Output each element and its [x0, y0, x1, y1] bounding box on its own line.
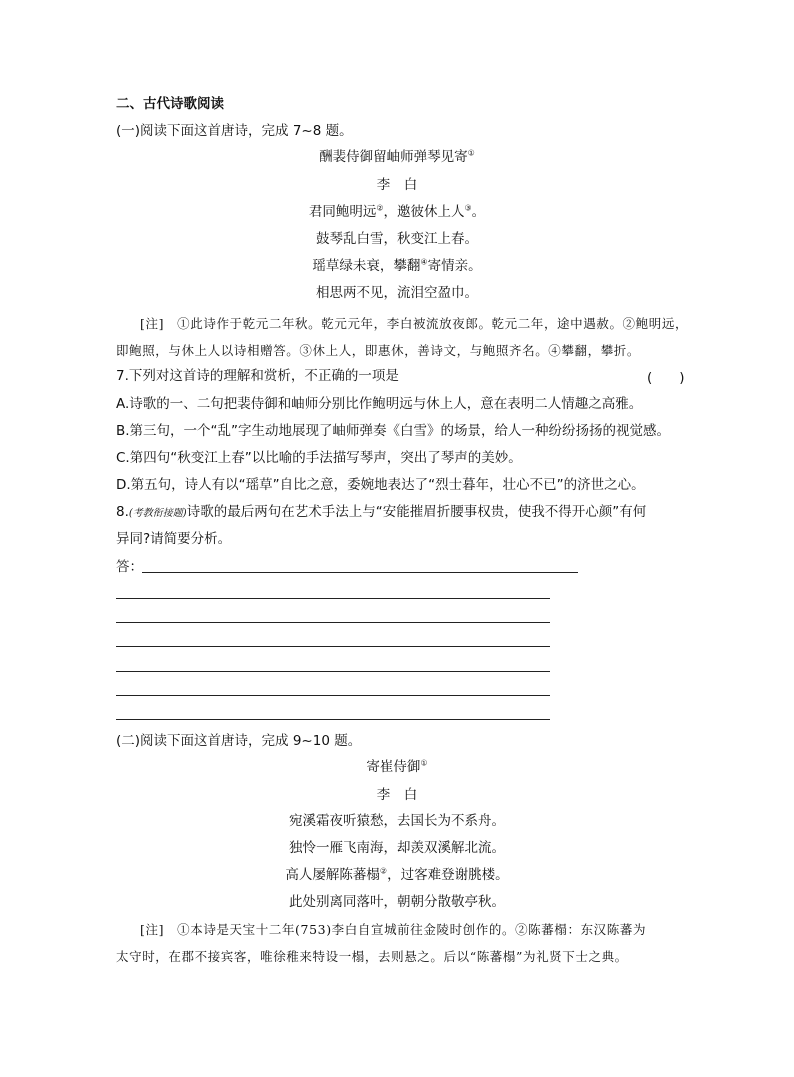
- poem2-title: [0, 757, 794, 777]
- poem2-line-3-text-b: ，过客难登谢朓楼。: [387, 867, 509, 883]
- poem1-line-1: [0, 202, 794, 222]
- answer-line-5[interactable]: [116, 671, 550, 672]
- poem1-line-3-text-a: 瑶草绿未衰，攀翻: [312, 258, 421, 274]
- poem2-line-1: 宛溪霜夜听猿愁，去国长为不系舟。: [289, 813, 505, 829]
- q8-answer-label: 答：: [116, 559, 143, 575]
- poem2-footnote-mark-2: ②: [379, 866, 388, 876]
- poem1-line-3: [0, 256, 794, 276]
- poem1-title: [0, 147, 794, 167]
- q8-stem-text: 诗歌的最后两句在艺术手法上与“安能摧眉折腰事权贵，使我不得开心颜”有何: [186, 504, 647, 520]
- q7-option-a: A.诗歌的一、二句把裴侍御和岫师分别比作鲍明远与休上人，意在表明二人情趣之高雅。: [116, 396, 643, 412]
- q7-option-d: D.第五句，诗人有以“瑶草”自比之意，委婉地表达了“烈士暮年，壮心不已”的济世之心。: [116, 477, 645, 493]
- poem1-note-line-1: [注] ①此诗作于乾元二年秋。乾元元年，李白被流放夜郎。乾元二年，途中遇赦。②鲍明远，: [140, 316, 689, 331]
- poem1-line-1-text-a: 君同鲍明远: [308, 204, 377, 220]
- q7-option-b: B.第三句，一个“乱”字生动地展现了岫师弹奏《白雪》的场景，给人一种纷纷扬扬的视觉感。: [116, 423, 671, 439]
- answer-line-1[interactable]: [142, 572, 578, 573]
- poem2-note-line-2: 太守时，在郡不接宾客，唯徐稚来特设一榻，去则悬之。后以“陈蕃榻”为礼贤下士之典。: [116, 949, 628, 964]
- poem2-author: 李 白: [376, 787, 418, 803]
- answer-line-4[interactable]: [116, 646, 550, 647]
- answer-line-6[interactable]: [116, 695, 550, 696]
- answer-line-2[interactable]: [116, 598, 550, 599]
- poem1-line-3-text-b: 寄情亲。: [427, 258, 482, 274]
- q8-stem-line-2: 异同?请简要分析。: [116, 531, 232, 547]
- q7-option-c: C.第四句“秋变江上春”以比喻的手法描写琴声，突出了琴声的美妙。: [116, 450, 522, 466]
- poem2-line-3-text-a: 高人屡解陈蕃榻: [285, 867, 380, 883]
- poem2-line-4: 此处别离同落叶，朝朝分散敬亭秋。: [289, 894, 505, 910]
- poem1-line-1-text-b: ，邀彼休上人: [383, 204, 465, 220]
- poem1-title-text: 酬裴侍御留岫师弹琴见寄: [319, 149, 468, 165]
- poem1-title-footnote-mark: ①: [467, 148, 475, 158]
- poem1-line-1-text-c: 。: [471, 204, 486, 220]
- poem1-note-line-2: 即鲍照，与休上人以诗相赠答。③休上人，即惠休，善诗文，与鲍照齐名。④攀翻，攀折。: [116, 343, 641, 358]
- poem2-note-line-1: [注] ①本诗是天宝十二年(753)李白自宣城前往金陵时创作的。②陈蕃榻：东汉陈蕃为: [140, 922, 647, 937]
- poem1-line-2: 鼓琴乱白雪，秋变江上春。: [316, 231, 478, 247]
- part2-intro: (二)阅读下面这首唐诗，完成 9~10 题。: [116, 733, 362, 749]
- poem2-title-text: 寄崔侍御: [366, 759, 421, 775]
- q7-answer-blank[interactable]: ( ): [647, 370, 685, 386]
- poem2-line-3: [0, 865, 794, 885]
- poem1-author: 李 白: [376, 177, 418, 193]
- poem1-footnote-mark-4: ④: [420, 257, 428, 267]
- answer-line-7[interactable]: [116, 719, 550, 720]
- poem2-title-footnote-mark: ①: [420, 758, 428, 768]
- answer-line-3[interactable]: [116, 622, 550, 623]
- q8-stem-line-1: [116, 502, 646, 524]
- q8-number: 8.: [116, 504, 129, 520]
- poem2-line-2: 独怜一雁飞南海，却羡双溪解北流。: [289, 840, 505, 856]
- part1-intro: (一)阅读下面这首唐诗，完成 7~8 题。: [116, 123, 353, 139]
- poem1-footnote-mark-2: ②: [376, 203, 384, 213]
- poem1-footnote-mark-3: ③: [464, 203, 472, 213]
- poem1-line-4: 相思两不见，流泪空盈巾。: [316, 285, 478, 301]
- q8-tag: (考教衔接题): [128, 508, 187, 519]
- section-title: 二、古代诗歌阅读: [116, 96, 224, 112]
- q7-stem: 7.下列对这首诗的理解和赏析，不正确的一项是: [116, 368, 399, 384]
